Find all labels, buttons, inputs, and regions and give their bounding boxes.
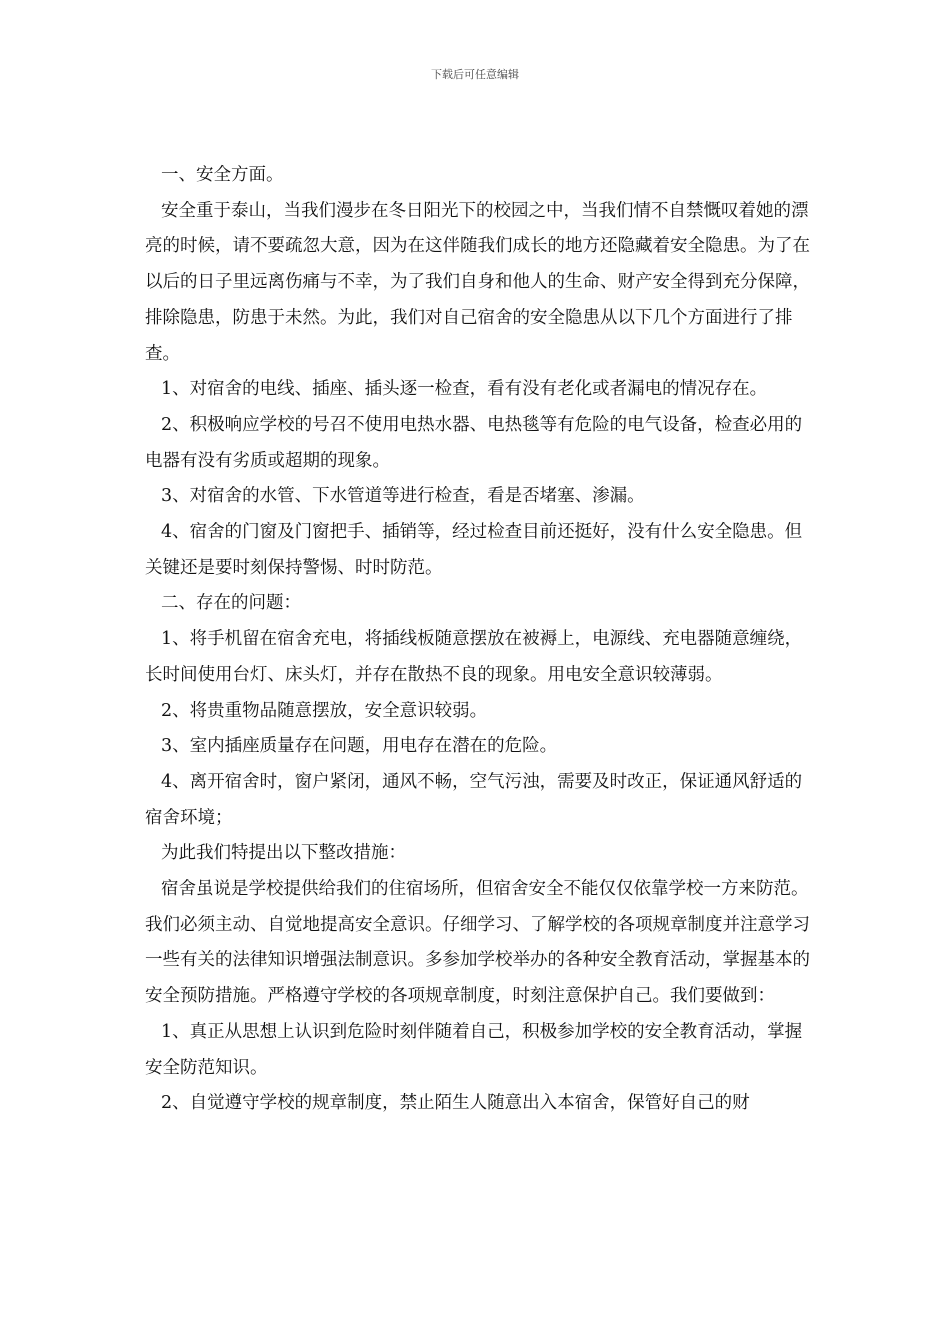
check-item-4: 4、宿舍的门窗及门窗把手、插销等，经过检查目前还挺好，没有什么安全隐患。但关键还是要时刻保持警惕、时时防范。 bbox=[145, 522, 803, 578]
check-item-1: 1、对宿舍的电线、插座、插头逐一检查，看有没有老化或者漏电的情况存在。 bbox=[161, 379, 768, 400]
check-item-2: 2、积极响应学校的号召不使用电热水器、电热毯等有危险的电气设备，检查必用的电器有没有劣质或超期的现象。 bbox=[145, 414, 803, 471]
measure-item-2: 2、自觉遵守学校的规章制度，禁止陌生人随意出入本宿舍，保管好自己的财 bbox=[161, 1093, 750, 1114]
paragraph-measures: 宿舍虽说是学校提供给我们的住宿场所，但宿舍安全不能仅仅依靠学校一方来防范。我们必须主动、自觉地提高安全意识。仔细学习、了解学校的各项规章制度并注意学习一些有关的法律知识增强法制意识。多参加学校举办的各种安全教育活动，掌握基本的安全预防措施。严格遵守学校的各项规章制度，时刻注意保护自己。我们要做到： bbox=[145, 879, 810, 1007]
problem-item-3: 3、室内插座质量存在问题，用电存在潜在的危险。 bbox=[161, 736, 558, 757]
problem-item-1: 1、将手机留在宿舍充电，将插线板随意摆放在被褥上，电源线、充电器随意缠绕，长时间使用台灯、床头灯，并存在散热不良的现象。用电安全意识较薄弱。 bbox=[145, 629, 803, 685]
heading-problems: 二、存在的问题： bbox=[161, 593, 301, 614]
heading-safety: 一、安全方面。 bbox=[161, 165, 284, 185]
document-body bbox=[145, 158, 817, 1122]
header-note: 下载后可任意编辑 bbox=[431, 68, 519, 81]
problem-item-2: 2、将贵重物品随意摆放，安全意识较弱。 bbox=[161, 700, 488, 721]
check-item-3: 3、对宿舍的水管、下水管道等进行检查，看是否堵塞、渗漏。 bbox=[161, 486, 645, 507]
paragraph-intro: 安全重于泰山，当我们漫步在冬日阳光下的校园之中，当我们情不自禁慨叹着她的漂亮的时候，请不要疏忽大意，因为在这伴随我们成长的地方还隐藏着安全隐患。为了在以后的日子里远离伤痛与不幸，为了我们自身和他人的生命、财产安全得到充分保障，排除隐患，防患于未然。为此，我们对自己宿舍的安全隐患从以下几个方面进行了排查。 bbox=[145, 200, 810, 364]
measure-item-1: 1、真正从思想上认识到危险时刻伴随着自己，积极参加学校的安全教育活动，掌握安全防范知识。 bbox=[145, 1021, 803, 1078]
heading-measures: 为此我们特提出以下整改措施： bbox=[161, 843, 406, 864]
problem-item-4: 4、离开宿舍时，窗户紧闭，通风不畅，空气污浊，需要及时改正，保证通风舒适的宿舍环境； bbox=[145, 771, 803, 828]
